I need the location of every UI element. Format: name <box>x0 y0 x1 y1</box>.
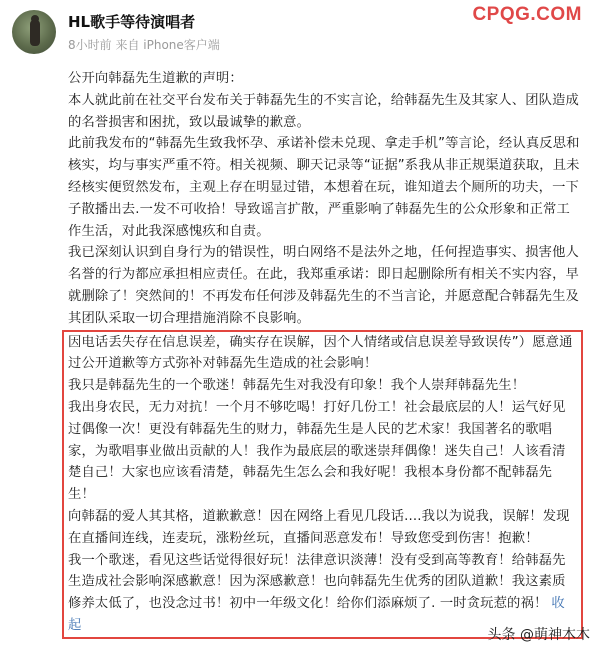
post-body <box>68 68 583 639</box>
paragraph: 本人就此前在社交平台发布关于韩磊先生的不实言论，给韩磊先生及其家人、团队造成的名誉损害和困扰，致以最诚挚的歉意。 <box>68 92 579 130</box>
highlighted-paragraph: 我出身农民，无力对抗！一个月不够吃喝！打好几份工！社会最底层的人！运气好见过偶像一次！更没有韩磊先生的财力，韩磊先生是人民的艺术家！我国著名的歌唱家，为歌唱事业做出贡献的人！我作为最底层的歌迷崇拜偶像！迷失自己！人该看清楚自己！大家也应该看清楚，韩磊先生怎么会和我好呢！我根本身份都不配韩磊先生！ <box>68 399 566 503</box>
avatar[interactable] <box>12 10 56 54</box>
site-watermark: CPQG.COM <box>472 4 582 25</box>
highlighted-section <box>62 330 583 639</box>
highlighted-paragraph-text: 我一个歌迷，看见这些话觉得很好玩！法律意识淡薄！没有受到高等教育！给韩磊先生造成社会影响深感歉意！因为深感歉意！也向韩磊先生优秀的团队道歉！我这素质修养太低了，也没念过书！初中一年级文化！给你们添麻烦了. 一时贪玩惹的祸！ <box>68 552 566 612</box>
highlighted-paragraph: 因电话丢失存在信息误差，确实存在误解，因个人情绪或信息误差导致误传”）愿意通过公开道歉等方式弥补对韩磊先生造成的社会影响！ <box>68 334 573 372</box>
username[interactable]: HL歌手等待演唱者 <box>68 13 196 31</box>
source-watermark: 头条 @萌神木木 <box>487 627 590 643</box>
paragraph-title: 公开向韩磊先生道歉的声明： <box>68 71 243 86</box>
paragraph: 此前我发布的“韩磊先生致我怀孕、承诺补偿未兑现、拿走手机”等言论，经认真反思和核实，均与事实严重不符。相关视频、聊天记录等“证据”系我从非正规渠道获取，且未经核实便贸然发布，主观上存在明显过错，本想着在玩，谁知道去个厕所的功夫，一下子散播出去.一发不可收拾！导致谣言扩散，严重影响了韩磊先生的公众形象和正常工作生活，对此我深感愧疚和自责。 <box>68 136 580 239</box>
highlighted-paragraph: 向韩磊的爱人其其格，道歉歉意！因在网络上看见几段话....我以为说我，误解！发现在直播间连线，连麦玩，涨粉丝玩，直播间恶意发布！导致您受到伤害！抱歉！ <box>68 508 570 546</box>
post-meta: 8小时前 来自 iPhone客户端 <box>68 38 220 52</box>
collapse-link[interactable]: 收起 <box>68 596 565 633</box>
post-header <box>0 0 600 64</box>
paragraph: 我已深刻认识到自身行为的错误性，明白网络不是法外之地，任何捏造事实、损害他人名誉的行为都应承担相应责任。在此，我郑重承诺：即日起删除所有相关不实内容，早就删除了！突然间的！不再发布任何涉及韩磊先生的不当言论，并愿意配合韩磊先生及其团队采取一切合理措施消除不良影响。 <box>68 245 579 326</box>
highlighted-paragraph: 我只是韩磊先生的一个歌迷！韩磊先生对我没有印象！我个人崇拜韩磊先生！ <box>68 378 526 394</box>
avatar-figure-body <box>30 20 40 46</box>
